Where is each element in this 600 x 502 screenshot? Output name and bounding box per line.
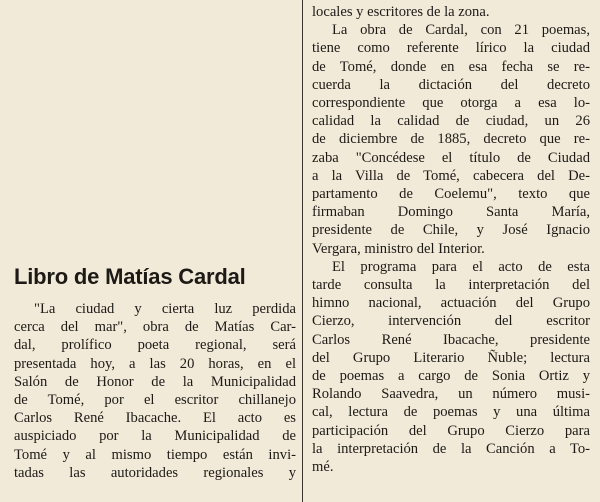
text-line: zaba "Concédese el título de Ciudad — [312, 149, 590, 166]
text-line: Vergara, ministro del Interior. — [312, 240, 485, 257]
text-line: Carlos René Ibacache. El acto es — [14, 410, 296, 427]
text-line: cal, lectura de poemas y una última — [312, 404, 590, 421]
text-line: presidente de Chile, y José Ignacio — [312, 222, 590, 239]
text-line: Tomé y al mismo tiempo están invi- — [14, 446, 296, 463]
text-line: "La ciudad y cierta luz perdida — [34, 301, 296, 317]
left-column-body — [14, 300, 296, 482]
text-line: dal, prolífico poeta regional, será — [14, 337, 296, 354]
text-line: partamento de Coelemu", texto que — [312, 186, 590, 203]
headline: Libro de Matías Cardal — [14, 264, 246, 289]
right-paragraph-1 — [312, 3, 590, 21]
text-line: cerca del mar", obra de Matías Car- — [14, 319, 296, 336]
text-line: tiene como referente lírico la ciudad — [312, 40, 590, 57]
right-paragraph-3 — [312, 258, 590, 476]
text-line: Carlos René Ibacache, presidente — [312, 331, 590, 348]
text-line: presentada hoy, a las 20 horas, en el — [14, 355, 296, 372]
text-line: Rolando Saavedra, un número musi- — [312, 386, 590, 403]
text-line: Cierzo, intervención del escritor — [312, 313, 590, 330]
text-line: del Grupo Literario Ñuble; lectura — [312, 349, 590, 366]
text-line: auspiciado por la Municipalidad de — [14, 428, 296, 445]
text-line: la interpretación de la Canción a To- — [312, 440, 590, 457]
left-paragraph — [14, 300, 296, 482]
right-column-body — [312, 3, 590, 476]
text-line: a la Villa de Tomé, cabecera del De- — [312, 167, 590, 184]
text-line: La obra de Cardal, con 21 poemas, — [332, 22, 590, 39]
text-line: mé. — [312, 459, 334, 476]
text-line: himno nacional, actuación del Grupo — [312, 295, 590, 312]
text-line: calidad la calidad de ciudad, un 26 — [312, 113, 590, 130]
text-line: cuerda la dictación del decreto — [312, 76, 590, 93]
column-divider — [302, 0, 303, 502]
text-line: locales y escritores de la zona. — [312, 4, 490, 20]
text-line: firmaban Domingo Santa María, — [312, 204, 590, 221]
right-paragraph-2 — [312, 21, 590, 258]
text-line: de diciembre de 1885, decreto que re- — [312, 131, 590, 148]
text-line: de Tomé, por el escritor chillanejo — [14, 392, 296, 409]
text-line: El programa para el acto de esta — [332, 258, 590, 275]
text-line: de poemas a cargo de Sonia Ortiz y — [312, 368, 590, 385]
text-line: tarde consulta la interpretación del — [312, 277, 590, 294]
text-line: participación del Grupo Cierzo para — [312, 422, 590, 439]
text-line: Salón de Honor de la Municipalidad — [14, 373, 296, 390]
text-line: correspondiente que otorga a esa lo- — [312, 95, 590, 112]
text-line: tadas las autoridades regionales y — [14, 464, 296, 481]
text-line: de Tomé, donde en esa fecha se re- — [312, 58, 590, 75]
